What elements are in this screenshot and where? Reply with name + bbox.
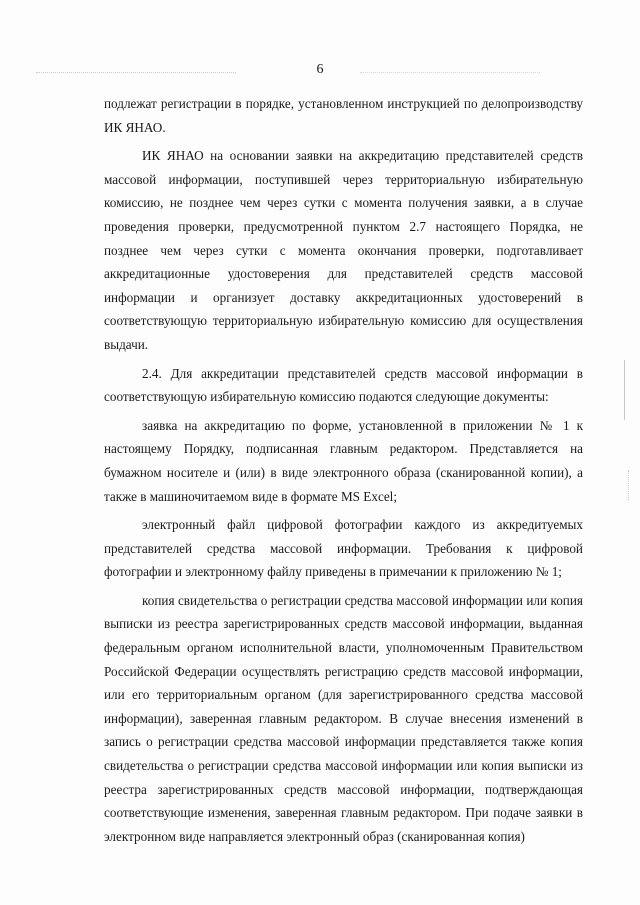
text-line: 2.4. Для аккредитации представителей средств массовой информации в <box>142 365 583 381</box>
scan-edge-mark <box>624 360 626 420</box>
text-line: соответствующую избирательную комиссию подаются следующие документы: <box>104 389 549 405</box>
text-line: электронном виде направляется электронный образ (сканированная копия) <box>104 828 525 844</box>
scan-edge-mark <box>628 470 630 500</box>
text-line: проведения проверки, предусмотренной пунктом 2.7 настоящего Порядка, не <box>104 218 583 234</box>
text-line: запись о регистрации средства массовой информации представляется также копия <box>104 734 583 750</box>
text-line: информации), заверенная главным редактором. В случае внесения изменений в <box>104 710 583 726</box>
text-line: заявка на аккредитацию по форме, установленной в приложении № 1 к <box>142 417 583 433</box>
text-line: Российской Федерации осуществлять регистрацию средств массовой информации, <box>104 663 583 679</box>
text-line: также в машиночитаемом виде в формате MS Excel; <box>104 488 397 504</box>
text-line: комиссию, не позднее чем через сутки с момента получения заявки, а в случае <box>104 195 583 211</box>
text-line: выдачи. <box>104 336 149 352</box>
text-line: позднее чем через сутки с момента окончания проверки, подготавливает <box>104 242 583 258</box>
text-line: соответствующие изменения, заверенная главным редактором. При подаче заявки в <box>104 805 583 821</box>
text-line: настоящему Порядку, подписанная главным редактором. Представляется на <box>104 441 583 457</box>
text-line: или его территориальным органом (для зарегистрированного средства массовой <box>104 687 583 703</box>
text-line: ИК ЯНАО. <box>104 119 166 135</box>
paragraph <box>104 144 583 356</box>
text-line: представителей средства массовой информации. Требования к цифровой <box>104 540 583 556</box>
text-line: ИК ЯНАО на основании заявки на аккредитацию представителей средств <box>142 148 583 164</box>
page-number: 6 <box>316 62 324 77</box>
paragraph <box>104 513 583 584</box>
text-line: соответствующую территориальную избирательную комиссию для осуществления <box>104 313 583 329</box>
text-line: информации и организует доставку аккредитационных удостоверений в <box>104 289 583 305</box>
paragraph <box>104 92 583 139</box>
text-line: подлежат регистрации в порядке, установленном инструкцией по делопроизводству <box>104 96 583 111</box>
text-line: свидетельства о регистрации средства массовой информации или копия выписки из <box>104 758 583 774</box>
text-line: аккредитационные удостоверения для представителей средств массовой <box>104 266 583 282</box>
text-line: реестра зарегистрированных средств массовой информации, подтверждающая <box>104 781 583 797</box>
paragraph <box>104 362 583 409</box>
text-line: электронный файл цифровой фотографии каждого из аккредитуемых <box>142 517 583 533</box>
paragraph <box>104 414 583 508</box>
document-body <box>104 92 583 848</box>
paragraph <box>104 589 583 849</box>
text-line: федеральным органом исполнительной власти, уполномоченным Правительством <box>104 640 583 656</box>
text-line: копия свидетельства о регистрации средства массовой информации или копия <box>142 592 583 608</box>
text-line: бумажном носителе и (или) в виде электронного образа (сканированной копии), а <box>104 464 583 480</box>
text-line: выписки из реестра зарегистрированных средств массовой информации, выданная <box>104 616 583 632</box>
text-line: массовой информации, поступившей через территориальную избирательную <box>104 171 583 187</box>
text-line: фотографии и электронному файлу приведены в примечании к приложению № 1; <box>104 564 562 580</box>
